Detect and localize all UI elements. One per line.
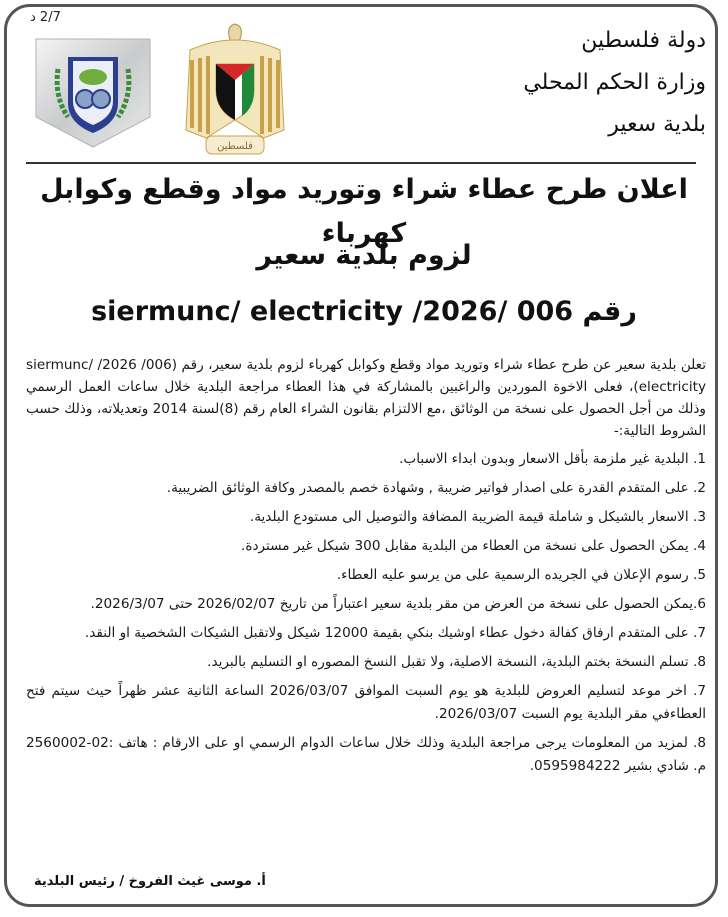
signature: أ. موسى غيث الفروخ / رئيس البلدية — [34, 874, 266, 889]
condition-item: 4. يمكن الحصول على نسخة من العطاء من البلدية مقابل 300 شيكل غير مستردة. — [241, 538, 706, 554]
intro-paragraph: تعلن بلدية سعير عن طرح عطاء شراء وتوريد مواد وقطع وكوابل كهرباء لزوم بلدية سعير، رقم (006/ 2026/ siermunc/ electricity)، فعلى الاخوة الموردين والراغبين بالمشاركة في هذا العطاء مراجعة البلدية خلال ساعات العمل الرسمي وذلك من أجل الحصول على نسخة من الوثائق ،مع الالتزام بقانون الشراء العام رقم (8)لسنة 2014 وتعديلاته، وذلك حسب الشروط التالية:- — [26, 357, 707, 439]
condition-item: 1. البلدية غير ملزمة بأقل الاسعار وبدون ابداء الاسباب. — [399, 451, 706, 467]
conditions-list — [26, 448, 706, 778]
header-municipality: بلدية سعير — [608, 112, 706, 137]
page-code: 2/7 د — [30, 10, 61, 25]
eagle-caption: فلسطين — [217, 141, 253, 152]
tender-number-text: رقم 006 /2026/ siermunc/ electricity — [91, 296, 637, 327]
header-state: دولة فلسطين — [581, 28, 706, 53]
announcement-title: اعلان طرح عطاء شراء وتوريد مواد وقطع وكوابل كهرباء — [40, 174, 688, 249]
header-ministry: وزارة الحكم المحلي — [523, 70, 706, 95]
condition-item: 7. على المتقدم ارفاق كفالة دخول عطاء اوشيك بنكي بقيمة 12000 شيكل ولاتقبل الشيكات الشخصية او النقد. — [84, 625, 706, 641]
issuer-header — [446, 20, 706, 146]
condition-item: 6.يمكن الحصول على نسخة من العرض من مقر بلدية سعير اعتباراً من تاريخ 2026/02/07 حتى 2026/3/07. — [90, 596, 706, 612]
tender-number — [20, 290, 708, 334]
condition-item: 5. رسوم الإعلان في الجريده الرسمية على من يرسو عليه العطاء. — [336, 567, 706, 583]
announcement-body — [26, 354, 706, 784]
header-divider — [26, 162, 696, 164]
announcement-subtitle: لزوم بلدية سعير — [256, 240, 472, 271]
condition-item: 2. على المتقدم القدرة على اصدار فواتير ضريبة , وشهادة خصم بالمصدر وكافة الوثائق الضريبية. — [166, 480, 706, 496]
condition-item: 8. لمزيد من المعلومات يرجى مراجعة البلدية وذلك خلال ساعات الدوام الرسمي او على الارقام : هاتف :02-2560002 م. شادي بشير 0595984222. — [26, 735, 706, 774]
palestine-eagle-icon — [180, 20, 290, 160]
municipality-logo-icon — [34, 37, 152, 149]
condition-item: 7. اخر موعد لتسليم العروض للبلدية هو يوم السبت الموافق 2026/03/07 الساعة الثانية عشر ظهراً حيث سيتم فتح العطاءفي مقر البلدية يوم السبت 2026/03/07. — [26, 683, 707, 722]
condition-item: 3. الاسعار بالشيكل و شاملة قيمة الضريبة المضافة والتوصيل الى مستودع البلدية. — [249, 509, 706, 525]
condition-item: 8. تسلم النسخة بختم البلدية، النسخة الاصلية، ولا تقبل النسخ المصوره او التسليم بالبريد. — [207, 654, 706, 670]
